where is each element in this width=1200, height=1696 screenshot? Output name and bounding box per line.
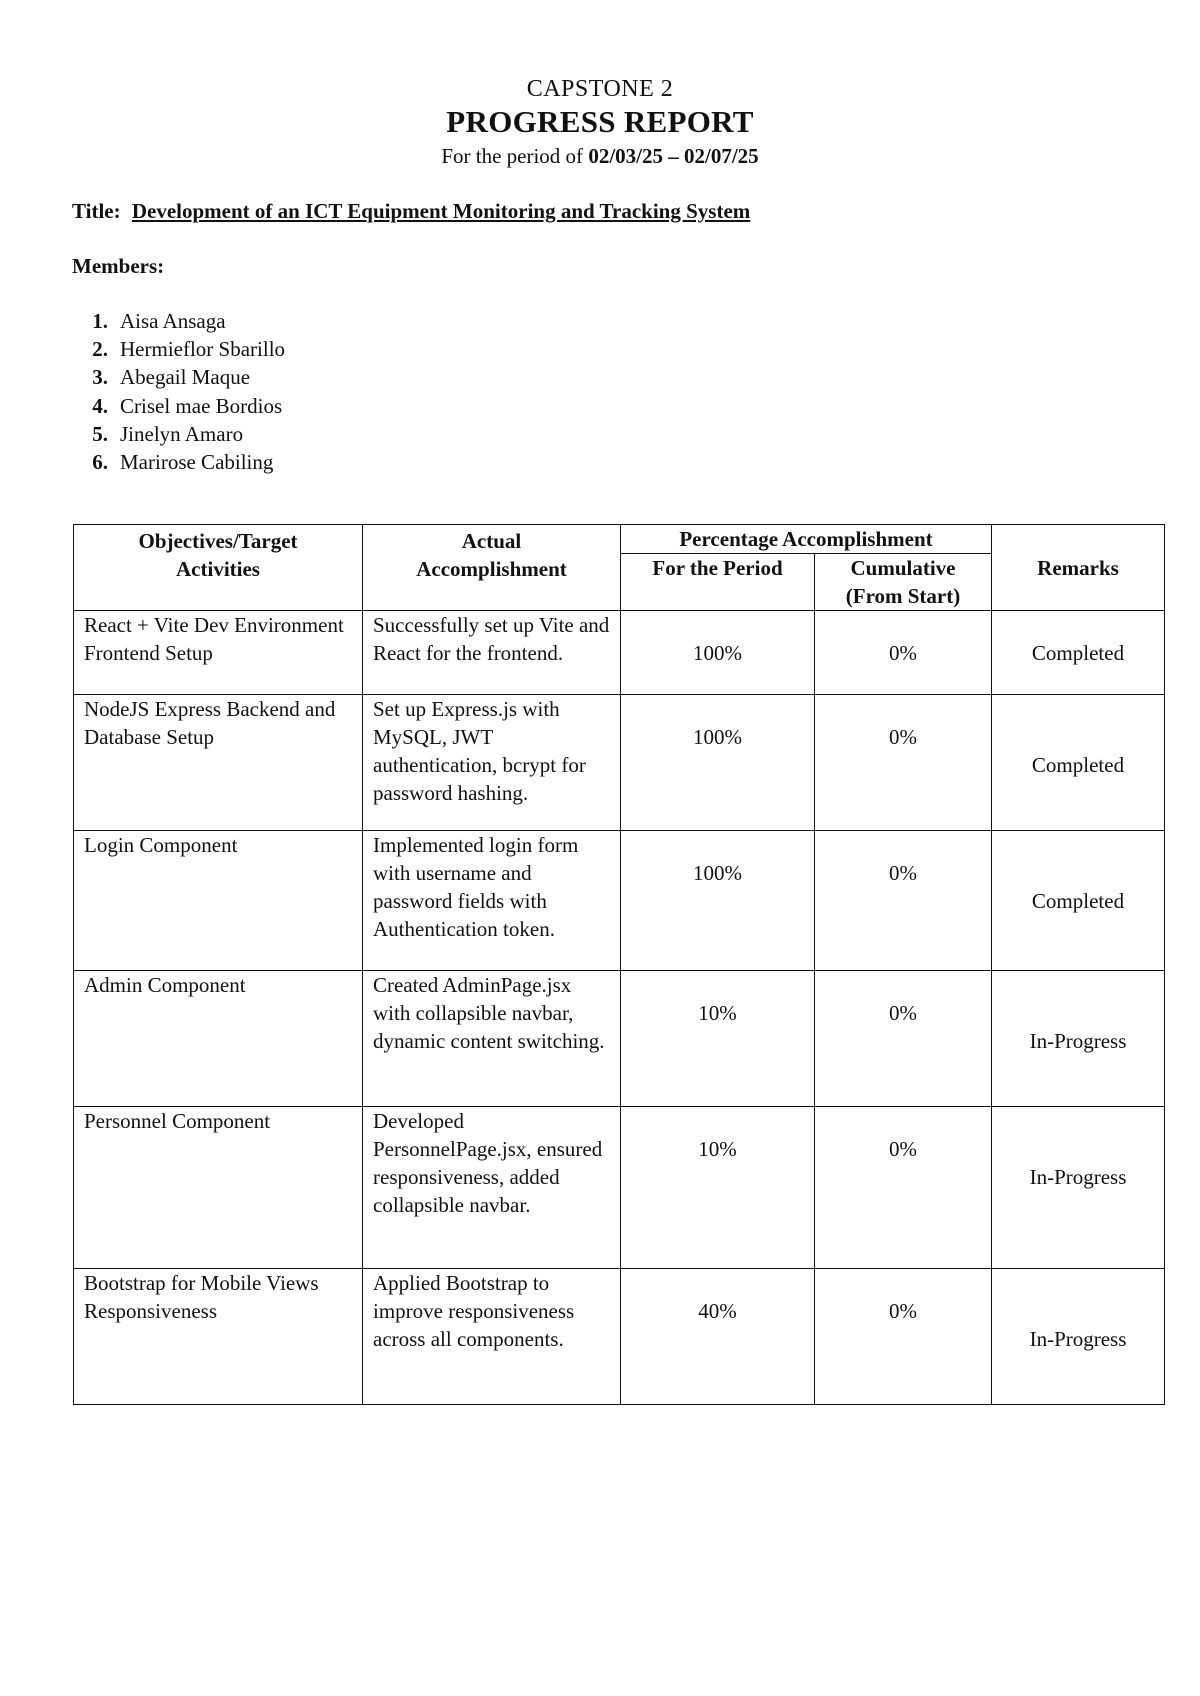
members-list bbox=[72, 307, 285, 476]
member-item bbox=[72, 363, 285, 391]
header-accomplishment-line1: Actual bbox=[461, 529, 522, 553]
header-accomplishment-line2: Accomplishment bbox=[416, 557, 567, 581]
project-title: Development of an ICT Equipment Monitoring and Tracking System bbox=[131, 199, 751, 223]
header-objectives-line2: Activities bbox=[176, 557, 260, 581]
for-period-cell: 40% bbox=[621, 1269, 815, 1405]
member-number: 1. bbox=[92, 309, 108, 333]
cumulative-cell: 0% bbox=[815, 611, 992, 695]
remarks-cell: Completed bbox=[992, 695, 1165, 831]
report-title: PROGRESS REPORT bbox=[446, 104, 754, 139]
for-period-cell: 100% bbox=[621, 831, 815, 971]
objective-cell: Bootstrap for Mobile Views Responsiveness bbox=[74, 1269, 363, 1405]
project-title-line bbox=[72, 199, 750, 224]
member-name: Jinelyn Amaro bbox=[120, 421, 244, 446]
member-number: 2. bbox=[92, 337, 108, 362]
header-for-period: For the Period bbox=[621, 554, 815, 611]
member-number: 4. bbox=[92, 393, 108, 418]
table-row bbox=[74, 1269, 1165, 1405]
accomplishment-cell: Implemented login form with username and password fields with Authentication token. bbox=[363, 831, 621, 971]
remarks-cell: In-Progress bbox=[992, 1269, 1165, 1405]
accomplishment-cell: Set up Express.js with MySQL, JWT authentication, bcrypt for password hashing. bbox=[363, 695, 621, 831]
member-item bbox=[72, 448, 285, 476]
member-name: Aisa Ansaga bbox=[120, 309, 226, 333]
header-objectives bbox=[74, 525, 363, 611]
cumulative-cell: 0% bbox=[815, 695, 992, 831]
member-name: Abegail Maque bbox=[120, 365, 251, 390]
cumulative-cell: 0% bbox=[815, 1107, 992, 1269]
remarks-cell: Completed bbox=[992, 831, 1165, 971]
remarks-cell: Completed bbox=[992, 611, 1165, 695]
objective-cell: Admin Component bbox=[74, 971, 363, 1107]
accomplishment-cell: Created AdminPage.jsx with collapsible navbar, dynamic content switching. bbox=[363, 971, 621, 1107]
objective-cell: Login Component bbox=[74, 831, 363, 971]
table-row bbox=[74, 971, 1165, 1107]
objective-cell: React + Vite Dev Environment Frontend Setup bbox=[74, 611, 363, 695]
header-objectives-line1: Objectives/Target bbox=[138, 529, 298, 553]
course-heading: CAPSTONE 2 bbox=[526, 76, 674, 102]
member-name: Marirose Cabiling bbox=[120, 449, 274, 474]
member-item bbox=[72, 420, 285, 448]
member-number: 5. bbox=[92, 421, 108, 446]
cumulative-cell: 0% bbox=[815, 1269, 992, 1405]
table-row bbox=[74, 831, 1165, 971]
header-remarks: Remarks bbox=[992, 525, 1165, 611]
title-label: Title: bbox=[72, 199, 121, 223]
table-row bbox=[74, 695, 1165, 831]
members-label: Members: bbox=[72, 254, 165, 278]
remarks-cell: In-Progress bbox=[992, 971, 1165, 1107]
for-period-cell: 10% bbox=[621, 971, 815, 1107]
cumulative-cell: 0% bbox=[815, 971, 992, 1107]
table-row bbox=[74, 1107, 1165, 1269]
member-number: 3. bbox=[92, 365, 108, 390]
member-item bbox=[72, 392, 285, 420]
accomplishment-cell: Developed PersonnelPage.jsx, ensured responsiveness, added collapsible navbar. bbox=[363, 1107, 621, 1269]
cumulative-cell: 0% bbox=[815, 831, 992, 971]
accomplishment-cell: Applied Bootstrap to improve responsiveness across all components. bbox=[363, 1269, 621, 1405]
for-period-cell: 100% bbox=[621, 695, 815, 831]
member-item bbox=[72, 307, 285, 335]
header-percentage: Percentage Accomplishment bbox=[621, 525, 992, 554]
table-row bbox=[74, 611, 1165, 695]
header-cumulative bbox=[815, 554, 992, 611]
remarks-cell: In-Progress bbox=[992, 1107, 1165, 1269]
objective-cell: Personnel Component bbox=[74, 1107, 363, 1269]
member-name: Hermieflor Sbarillo bbox=[120, 337, 286, 362]
header-cumulative-line1: Cumulative bbox=[850, 556, 956, 580]
member-name: Crisel mae Bordios bbox=[120, 393, 283, 418]
header-cumulative-line2: (From Start) bbox=[845, 584, 961, 608]
member-number: 6. bbox=[92, 449, 108, 474]
objective-cell: NodeJS Express Backend and Database Setup bbox=[74, 695, 363, 831]
progress-table bbox=[73, 524, 1165, 1405]
period-prefix: For the period of bbox=[441, 144, 589, 168]
header-accomplishment bbox=[363, 525, 621, 611]
member-item bbox=[72, 335, 285, 363]
for-period-cell: 10% bbox=[621, 1107, 815, 1269]
for-period-cell: 100% bbox=[621, 611, 815, 695]
accomplishment-cell: Successfully set up Vite and React for the frontend. bbox=[363, 611, 621, 695]
report-period bbox=[0, 144, 1200, 169]
period-range: 02/03/25 – 02/07/25 bbox=[588, 144, 759, 168]
